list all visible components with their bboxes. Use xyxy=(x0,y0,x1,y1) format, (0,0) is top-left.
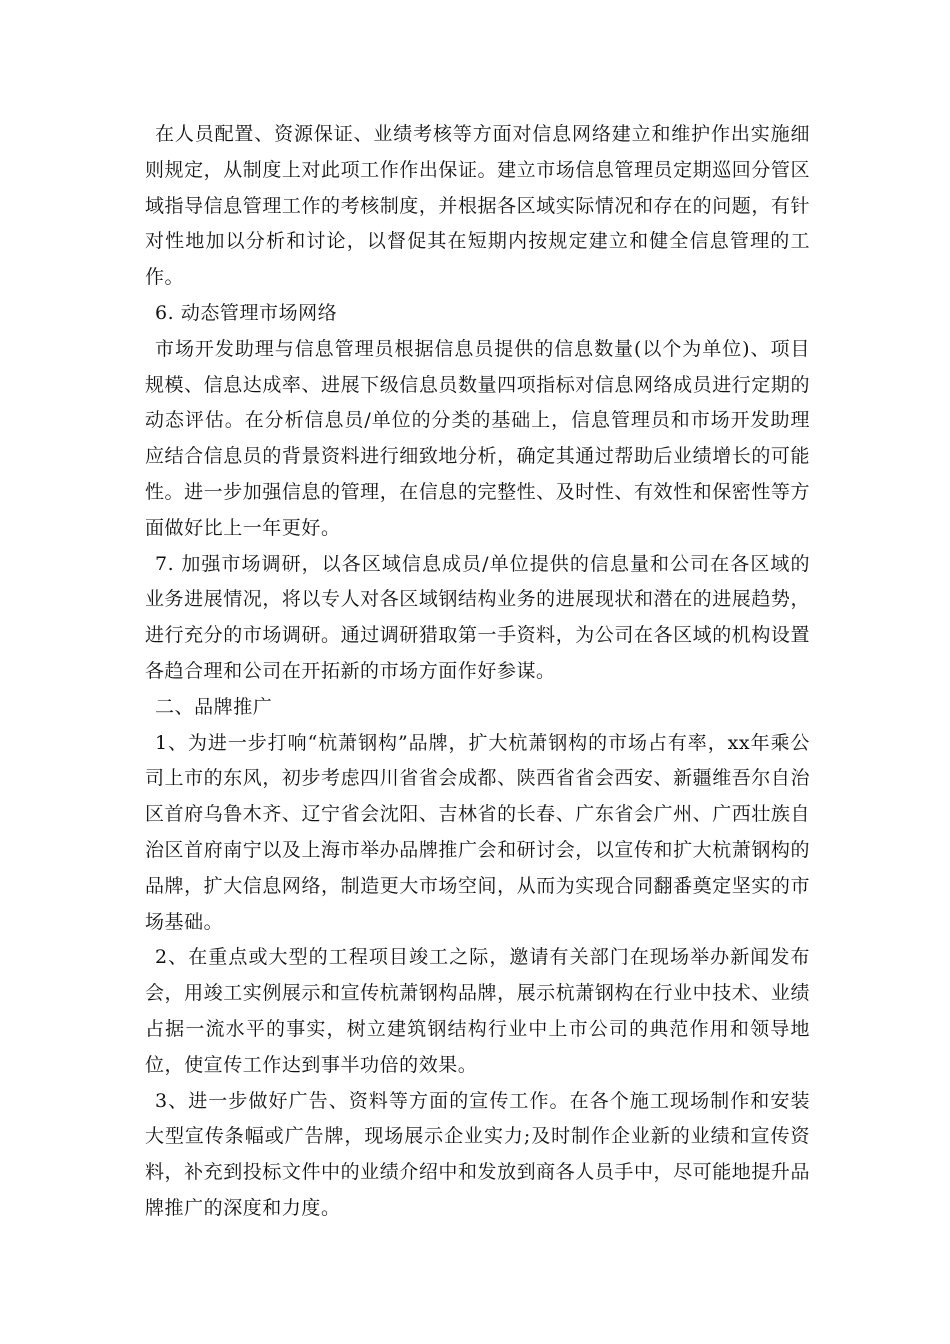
document-body xyxy=(145,117,810,1227)
paragraph-dynamic-evaluation: 市场开发助理与信息管理员根据信息员提供的信息数量(以个为单位)、项目规模、信息达成率、进展下级信息员数量四项指标对信息网络成员进行定期的动态评估。在分析信息员/单位的分类的基础上，信息管理员和市场开发助理应结合信息员的背景资料进行细致地分析，确定其通过帮助后业绩增长的可能性。进一步加强信息的管理，在信息的完整性、及时性、有效性和保密性等方面做好比上一年更好。 xyxy=(145,337,810,539)
paragraph-advertising: 3、进一步做好广告、资料等方面的宣传工作。在各个施工现场制作和安装大型宣传条幅或广告牌，现场展示企业实力;及时制作企业新的业绩和宣传资料，补充到投标文件中的业绩介绍中和发放到商各人员手中，尽可能地提升品牌推广的深度和力度。 xyxy=(145,1089,810,1219)
paragraph-market-research: 7. 加强市场调研，以各区域信息成员/单位提供的信息量和公司在各区域的业务进展情况，将以专人对各区域钢结构业务的进展现状和潜在的进展趋势，进行充分的市场调研。通过调研猎取第一手资料，为公司在各区域的机构设置各趋合理和公司在开拓新的市场方面作好参谋。 xyxy=(145,552,810,682)
paragraph-press-release: 2、在重点或大型的工程项目竣工之际，邀请有关部门在现场举办新闻发布会，用竣工实例展示和宣传杭萧钢构品牌，展示杭萧钢构在行业中技术、业绩占据一流水平的事实，树立建筑钢结构行业中上市公司的典范作用和领导地位，使宣传工作达到事半功倍的效果。 xyxy=(145,946,810,1076)
heading-dynamic-management: 6. 动态管理市场网络 xyxy=(155,301,338,324)
paragraph-brand-conference: 1、为进一步打响“杭萧钢构”品牌，扩大杭萧钢构的市场占有率，xx年乘公司上市的东风，初步考虑四川省省会成都、陕西省省会西安、新疆维吾尔自治区首府乌鲁木齐、辽宁省会沈阳、吉林省的长春、广东省会广州、广西壮族自治区首府南宁以及上海市举办品牌推广会和研讨会，以宣传和扩大杭萧钢构的品牌，扩大信息网络，制造更大市场空间，从而为实现合同翻番奠定坚实的市场基础。 xyxy=(145,731,810,933)
paragraph-info-network-rules: 在人员配置、资源保证、业绩考核等方面对信息网络建立和维护作出实施细则规定，从制度上对此项工作作出保证。建立市场信息管理员定期巡回分管区域指导信息管理工作的考核制度，并根据各区域实际情况和存在的问题，有针对性地加以分析和讨论，以督促其在短期内按规定建立和健全信息管理的工作。 xyxy=(145,123,810,289)
heading-brand-promotion: 二、品牌推广 xyxy=(155,695,273,718)
